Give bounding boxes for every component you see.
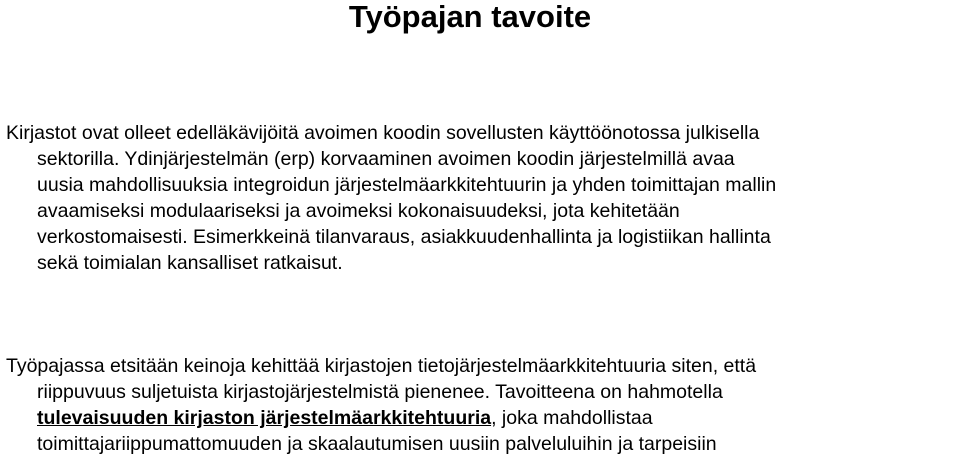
paragraph-line: Kirjastot ovat olleet edelläkävijöitä avoimen koodin sovellusten käyttöönotossa julkisella	[6, 122, 760, 144]
paragraph-intro	[6, 120, 958, 276]
paragraph-line: riippuvuus suljetuista kirjastojärjestelmistä pienenee. Tavoitteena on hahmotella	[37, 381, 723, 403]
paragraph-line: verkostomaisesti. Esimerkkeinä tilanvaraus, asiakkuudenhallinta ja logistiikan hallinta	[37, 226, 771, 248]
paragraph-text: , joka mahdollistaa	[491, 407, 653, 429]
paragraph-line: sekä toimialan kansalliset ratkaisut.	[37, 252, 343, 274]
paragraph-line: sektorilla. Ydinjärjestelmän (erp) korvaaminen avoimen koodin järjestelmillä avaa	[37, 148, 735, 170]
paragraph-line: Työpajassa etsitään keinoja kehittää kirjastojen tietojärjestelmäarkkitehtuuria siten, että	[6, 355, 757, 377]
paragraph-line: avaamiseksi modulaariseksi ja avoimeksi kokonaisuudeksi, jota kehitetään	[37, 200, 680, 222]
paragraph-goal	[6, 353, 958, 457]
paragraph-line	[6, 405, 958, 431]
paragraph-line: uusia mahdollisuuksia integroidun järjestelmäarkkitehtuurin ja yhden toimittajan mallin	[37, 174, 777, 196]
emphasized-phrase: tulevaisuuden kirjaston järjestelmäarkkitehtuuria	[37, 407, 492, 429]
page-title: Työpajan tavoite	[348, 0, 592, 34]
paragraph-line: toimittajariippumattomuuden ja skaalautumisen uusiin palveluluihin ja tarpeisiin	[37, 433, 717, 455]
